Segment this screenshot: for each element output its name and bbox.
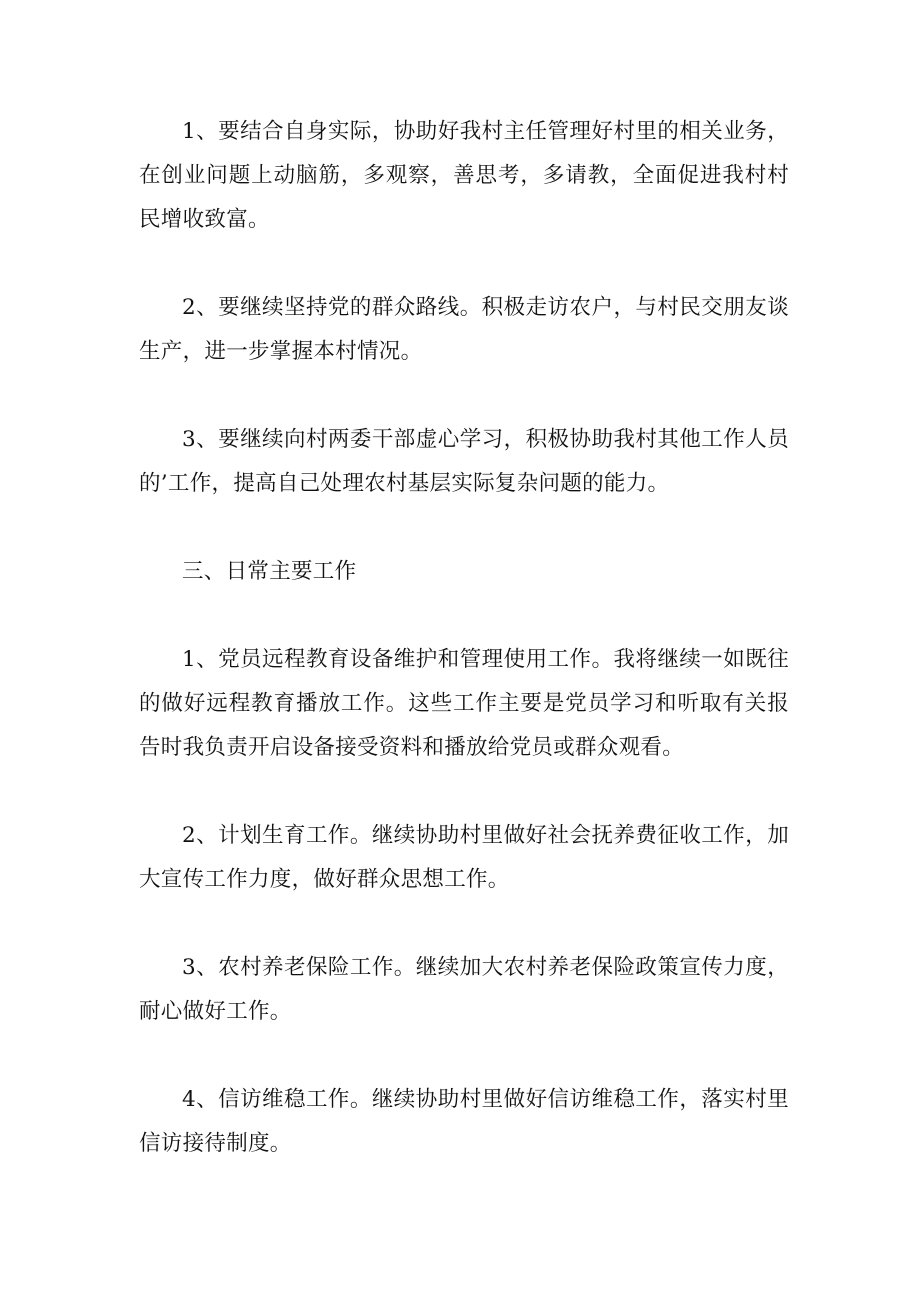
paragraph-mass-line: 2、要继续坚持党的群众路线。积极走访农户，与村民交朋友谈生产，进一步掌握本村情况。 (139, 295, 789, 364)
section-heading-daily-work: 三、日常主要工作 (182, 559, 357, 584)
paragraph-learn-from-committee: 3、要继续向村两委干部虚心学习，积极协助我村其他工作人员的’工作，提高自己处理农村基层实际复杂问题的能力。 (139, 427, 789, 496)
paragraph-petition-stability: 4、信访维稳工作。继续协助村里做好信访维稳工作，落实村里信访接待制度。 (139, 1087, 789, 1156)
paragraph-assist-director: 1、要结合自身实际，协助好我村主任管理好村里的相关业务，在创业问题上动脑筋，多观察，善思考，多请教，全面促进我村村民增收致富。 (139, 119, 789, 232)
paragraph-remote-education: 1、党员远程教育设备维护和管理使用工作。我将继续一如既往的做好远程教育播放工作。这些工作主要是党员学习和听取有关报告时我负责开启设备接受资料和播放给党员或群众观看。 (139, 647, 789, 760)
paragraph-pension-insurance: 3、农村养老保险工作。继续加大农村养老保险政策宣传力度，耐心做好工作。 (139, 955, 789, 1024)
paragraph-family-planning: 2、计划生育工作。继续协助村里做好社会抚养费征收工作，加大宣传工作力度，做好群众思想工作。 (139, 823, 789, 892)
